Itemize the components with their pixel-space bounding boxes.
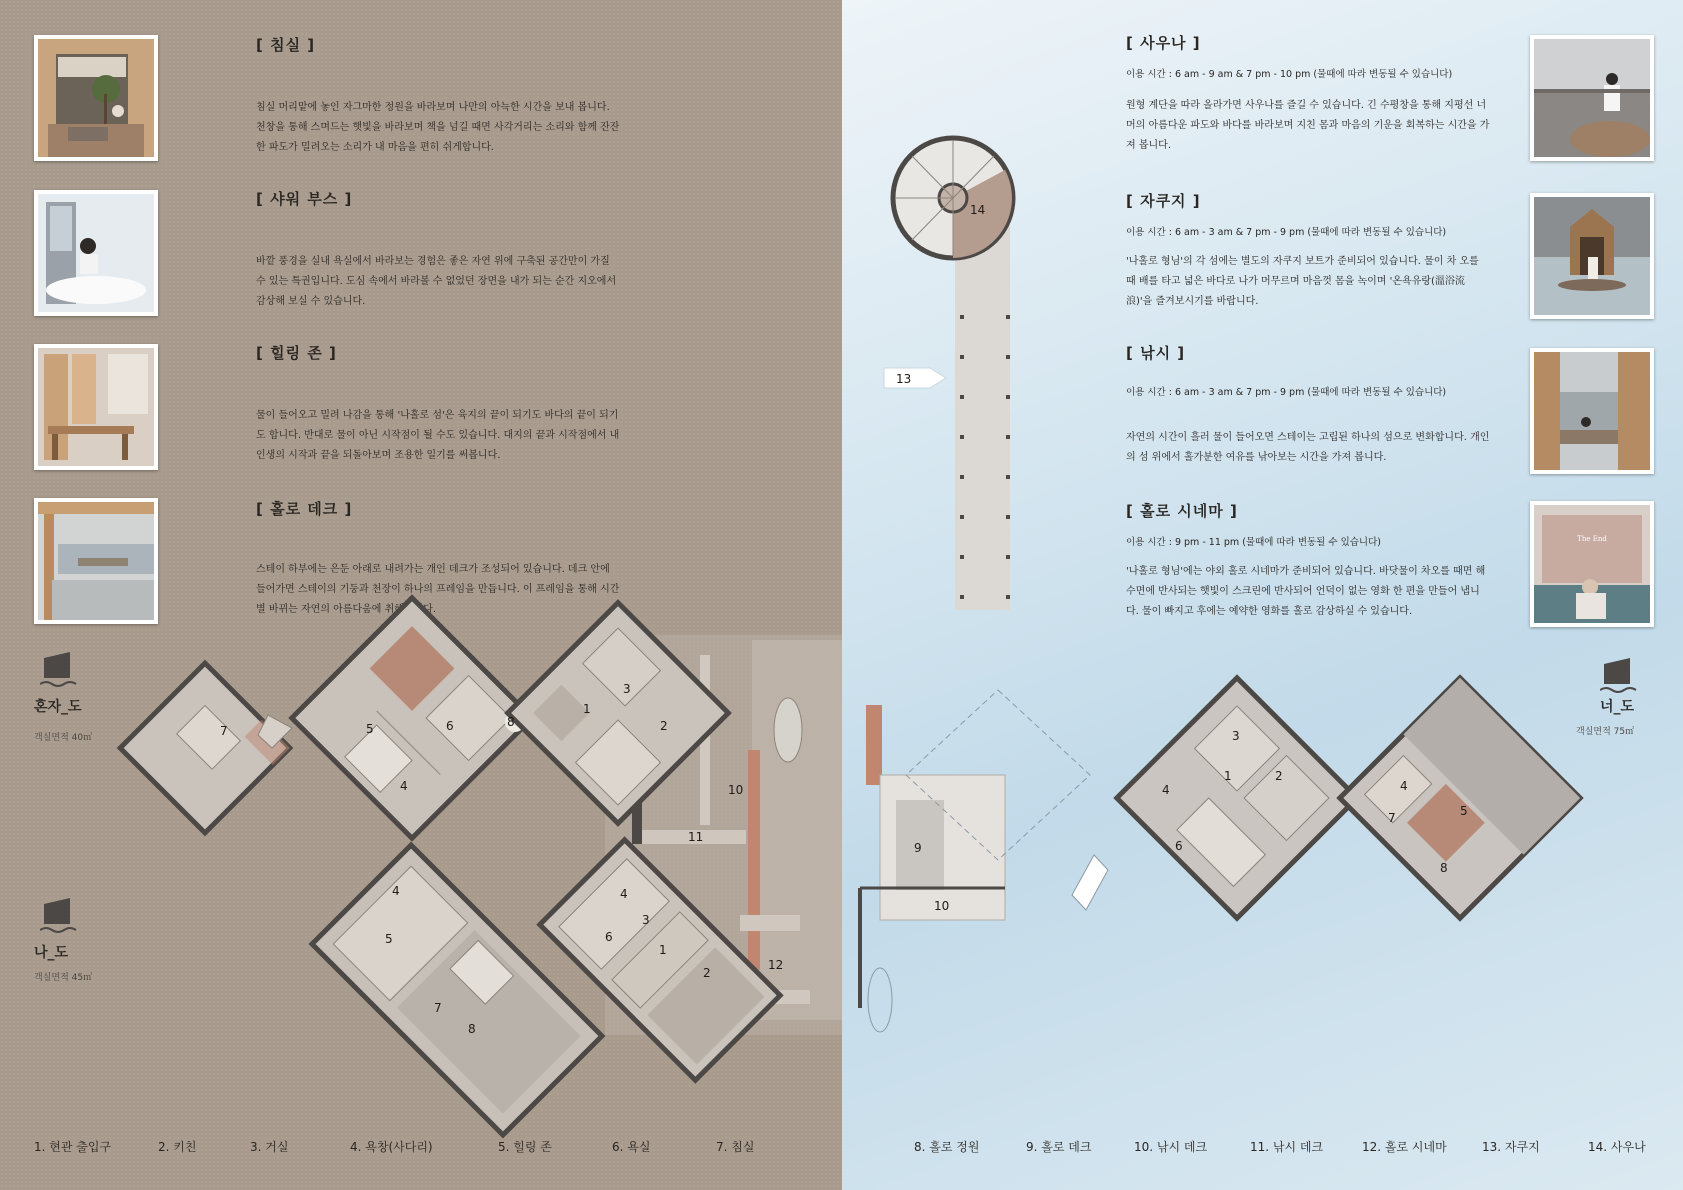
plan-number-7e: 7 xyxy=(1388,811,1396,825)
plan-number-11: 11 xyxy=(688,830,704,844)
legend-item-2: 2. 키친 xyxy=(158,1140,197,1154)
plan-number-14: 14 xyxy=(970,203,986,217)
plan-number-13: 13 xyxy=(896,372,912,386)
legend-item-10: 10. 낚시 데크 xyxy=(1134,1140,1208,1154)
legend-item-1: 1. 현관 출입구 xyxy=(34,1140,112,1154)
section-body-bedroom: 침실 머리맡에 놓인 자그마한 정원을 바라보며 나만의 아늑한 시간을 보내 봅니다. 천창을 통해 스며드는 햇빛을 바라보며 책을 넘길 때면 사각거리는 소리와 함께 잔잔한 파도가 밀려오는 소리가 내 마음을 편히 쉬게합니다. xyxy=(256,102,620,153)
unit-label-neodo: 너_도 xyxy=(1600,699,1635,715)
section-hours-cinema: 이용 시간 : 9 pm - 11 pm (물때에 따라 변동될 수 있습니다) xyxy=(1126,537,1381,548)
section-title-fishing: [ 낚시 ] xyxy=(1126,344,1186,362)
plan-number-4c: 4 xyxy=(620,887,628,901)
plan-number-7: 7 xyxy=(220,724,228,738)
plan-number-4: 4 xyxy=(400,779,408,793)
plan-number-4e: 4 xyxy=(1400,779,1408,793)
plan-number-1: 1 xyxy=(583,702,591,716)
unit-nado-plan xyxy=(312,845,602,1135)
section-hours-sauna: 이용 시간 : 6 am - 9 am & 7 pm - 10 pm (물때에 따라 변동될 수 있습니다) xyxy=(1126,69,1453,80)
plan-number-5: 5 xyxy=(366,722,374,736)
plan-number-6d: 6 xyxy=(1175,839,1183,853)
plan-number-7b: 7 xyxy=(434,1001,442,1015)
section-title-shower-booth: [ 샤워 부스 ] xyxy=(256,190,353,208)
plan-number-8e: 8 xyxy=(1440,861,1448,875)
jacuzzi-boat xyxy=(884,368,946,388)
plan-number-3c: 3 xyxy=(642,913,650,927)
plan-number-6: 6 xyxy=(446,719,454,733)
section-title-healing-zone: [ 힐링 존 ] xyxy=(256,344,337,362)
plan-number-3: 3 xyxy=(623,682,631,696)
plan-number-6c: 6 xyxy=(605,930,613,944)
unit-neodo-plan xyxy=(1340,678,1580,918)
unit-honjado-plan xyxy=(120,663,290,833)
plan-number-3d: 3 xyxy=(1232,729,1240,743)
unit-label-nado: 나_도 xyxy=(34,945,69,961)
unit-area-nado: 객실면적 45㎡ xyxy=(34,973,93,983)
unit-area-honjado: 객실면적 40㎡ xyxy=(34,733,93,743)
neodo-house-icon xyxy=(1600,656,1640,696)
legend-item-11: 11. 낚시 데크 xyxy=(1250,1140,1324,1154)
unit-label-honjado: 혼자_도 xyxy=(34,699,82,715)
legend-item-9: 9. 홀로 데크 xyxy=(1026,1140,1092,1154)
plan-number-12: 12 xyxy=(768,958,784,972)
accent-red-wall xyxy=(866,705,882,785)
plan-number-10b: 10 xyxy=(934,899,950,913)
plan-number-5b: 5 xyxy=(385,932,393,946)
plan-number-9: 9 xyxy=(914,841,922,855)
section-body-healing-zone: 물이 들어오고 밀려 나감을 통해 '나홀로 섬'은 육지의 끝이 되기도 바다의 끝이 되기도 합니다. 반대로 물이 아닌 시작점이 될 수도 있습니다. 대지의 끝과 시작점에서 내 인생의 시작과 끝을 되돌아보며 조용한 일기를 써봅니다. xyxy=(256,410,620,461)
section-body-cinema: '나홀로 형님'에는 야외 홀로 시네마가 준비되어 있습니다. 바닷물이 차오를 때면 해수면에 반사되는 햇빛이 스크린에 반사되어 언덕이 없는 영화 한 편을 만들어 냅니다. 물이 빠지고 후에는 예약한 영화를 홀로 감상하실 수 있습니다. xyxy=(1126,566,1486,617)
legend-item-13: 13. 자쿠지 xyxy=(1482,1140,1540,1154)
unit-area-neodo: 객실면적 75㎡ xyxy=(1576,727,1635,737)
legend-item-14: 14. 사우나 xyxy=(1588,1140,1646,1154)
section-hours-fishing: 이용 시간 : 6 am - 3 am & 7 pm - 9 pm (물때에 따라 변동될 수 있습니다) xyxy=(1126,387,1447,398)
sauna-plan xyxy=(893,138,1013,258)
cinema-boat xyxy=(1072,855,1108,910)
plan-number-10: 10 xyxy=(728,783,744,797)
section-body-shower-booth: 바깥 풍경을 실내 욕실에서 바라보는 경험은 좋은 자연 위에 구축된 공간만이 가질 수 있는 특권입니다. 도심 속에서 바라볼 수 없었던 장면을 내가 되는 순간 지오에서 감상해 보실 수 있습니다. xyxy=(256,256,617,307)
section-hours-jacuzzi: 이용 시간 : 6 am - 3 am & 7 pm - 9 pm (물때에 따라 변동될 수 있습니다) xyxy=(1126,227,1447,238)
plan-number-1c: 1 xyxy=(659,943,667,957)
unit-upper-cluster-plan xyxy=(292,598,532,838)
section-body-fishing: 자연의 시간이 흘러 물이 들어오면 스테이는 고립된 하나의 섬으로 변화합니다. 개인의 섬 위에서 홀가분한 여유를 낚아보는 시간을 가져 봅니다. xyxy=(1126,432,1490,463)
plan-number-5e: 5 xyxy=(1460,804,1468,818)
honjado-house-icon xyxy=(40,650,80,690)
cinema-screen-text: The End xyxy=(1577,535,1607,543)
section-title-jacuzzi: [ 자쿠지 ] xyxy=(1126,192,1201,210)
section-body-jacuzzi: '나홀로 형님'의 각 섬에는 별도의 자쿠지 보트가 준비되어 있습니다. 물이 차 오를 때 배를 타고 넓은 바다로 나가 머무르며 마음껏 몸을 녹이며 '온욕유랑(溫浴流浪)'을 즐겨보시기를 바랍니다. xyxy=(1126,256,1479,307)
plan-number-1d: 1 xyxy=(1224,769,1232,783)
legend-item-5: 5. 힐링 존 xyxy=(498,1140,552,1154)
section-title-private-deck: [ 홀로 데크 ] xyxy=(256,500,353,518)
legend-item-3: 3. 거실 xyxy=(250,1140,289,1154)
legend-item-7: 7. 침실 xyxy=(716,1140,755,1154)
legend-item-4: 4. 욕창(사다리) xyxy=(350,1140,433,1154)
nado-house-icon xyxy=(40,896,80,936)
section-title-bedroom: [ 침실 ] xyxy=(256,36,316,54)
plan-number-2d: 2 xyxy=(1275,769,1283,783)
section-title-cinema: [ 홀로 시네마 ] xyxy=(1126,502,1238,520)
plan-number-8b: 8 xyxy=(468,1022,476,1036)
section-title-sauna: [ 사우나 ] xyxy=(1126,34,1201,52)
plan-number-2: 2 xyxy=(660,719,668,733)
section-body-sauna: 원형 계단을 따라 올라가면 사우나를 즐길 수 있습니다. 긴 수평창을 통해 지평선 너머의 아름다운 파도와 바다를 바라보며 지친 몸과 마음의 기운을 회복하는 시간을 가져 봅니다. xyxy=(1126,100,1490,151)
plan-number-2c: 2 xyxy=(703,966,711,980)
unit-center-right-plan xyxy=(1117,678,1357,918)
plan-number-4d: 4 xyxy=(1162,783,1170,797)
section-body-private-deck: 스테이 하부에는 은둔 아래로 내려가는 개인 데크가 조성되어 있습니다. 데크 안에 들어가면 스테이의 기둥과 천장이 하나의 프레임을 만듭니다. 이 프레임을 통해 시간별 바뀌는 자연의 아름다움에 취해봅니다. xyxy=(256,564,620,615)
legend-item-8: 8. 홀로 정원 xyxy=(914,1140,980,1154)
legend-item-6: 6. 욕실 xyxy=(612,1140,651,1154)
legend-item-12: 12. 홀로 시네마 xyxy=(1362,1140,1447,1154)
small-boat xyxy=(868,968,892,1032)
fishing-deck-strip xyxy=(748,750,760,970)
plan-number-8: 8 xyxy=(507,715,515,729)
plan-number-4b: 4 xyxy=(392,884,400,898)
